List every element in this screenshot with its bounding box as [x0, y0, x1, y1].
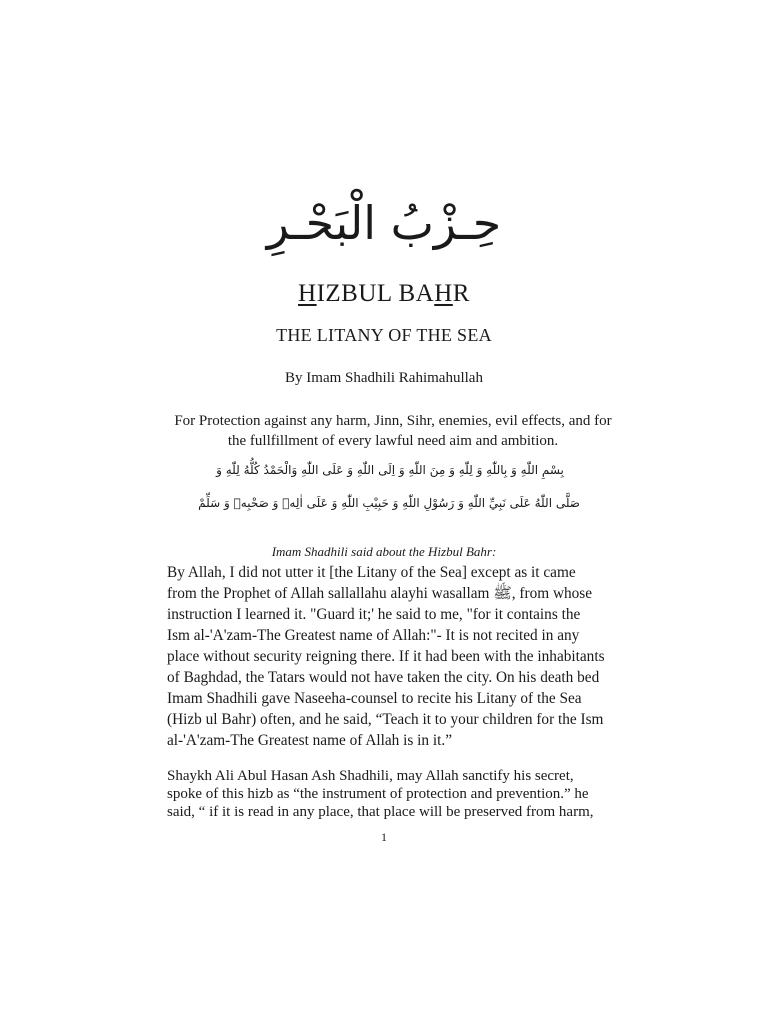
subtitle: THE LITANY OF THE SEA — [276, 325, 492, 345]
paragraph-line: (Hizb ul Bahr) often, and he said, “Teach it to your children for the Ism — [167, 711, 604, 728]
purpose-text — [168, 411, 618, 451]
paragraph-line: spoke of this hizb as “the instrument of protection and prevention.” he — [167, 786, 589, 802]
title-segment-4: R — [452, 280, 470, 307]
paragraph-line: By Allah, I did not utter it [the Litany of the Sea] except as it came — [167, 564, 576, 581]
paragraph-line: place without security reigning there. If it had been with the inhabitants — [167, 648, 605, 665]
paragraph-line: Ism al-'A'zam-The Greatest name of Allah:"- It is not recited in any — [167, 627, 580, 644]
paragraph-line: said, “ if it is read in any place, that place will be preserved from harm, — [167, 804, 594, 820]
paragraph-line: Imam Shadhili gave Naseeha-counsel to recite his Litany of the Sea — [167, 690, 582, 707]
arabic-dua-line-1: بِسْمِ اللّٰهِ وَ بِاللّٰهِ وَ لِلّٰهِ وَ مِنَ اللّٰهِ وَ اِلَى اللّٰهِ وَ عَلَى اللّٰهِ وَالْحَمْدُ كُلُّهُ لِلّٰهِ وَ — [216, 463, 564, 477]
paragraph-1 — [167, 562, 617, 751]
title-segment-2: IZBUL BA — [316, 280, 435, 307]
arabic-title: حِـزْبُ الْبَحْـرِ — [266, 196, 502, 250]
paragraph-line: from the Prophet of Allah sallallahu alayhi wasallam ﷺ, from whose — [167, 585, 593, 602]
quote-heading: Imam Shadhili said about the Hizbul Bahr: — [271, 544, 497, 559]
author-line: By Imam Shadhili Rahimahullah — [285, 370, 483, 386]
paragraph-line: instruction I learned it. "Guard it;' he said to me, "for it contains the — [167, 606, 581, 623]
paragraph-line: Shaykh Ali Abul Hasan Ash Shadhili, may Allah sanctify his secret, — [167, 768, 574, 784]
purpose-line: the fullfillment of every lawful need aim and ambition. — [227, 433, 559, 449]
paragraph-line: al-'A'zam-The Greatest name of Allah is in it.” — [167, 732, 453, 749]
title-underlined-h-1: H — [298, 280, 317, 307]
paragraph-2 — [167, 767, 617, 821]
paragraph-line: of Baghdad, the Tatars would not have taken the city. On his death bed — [167, 669, 600, 686]
page-number: 1 — [381, 830, 387, 844]
arabic-dua-line-2: صَلَّى اللّٰهُ عَلَى نَبِيِّ اللّٰهِ وَ رَسُوْلِ اللّٰهِ وَ حَبِيْبِ اللّٰهِ وَ عَلَى اٰلِهٖ وَ صَحْبِهٖ وَ سَلِّمْ — [198, 496, 580, 510]
page-title — [0, 280, 768, 308]
purpose-line: For Protection against any harm, Jinn, Sihr, enemies, evil effects, and for — [174, 413, 612, 429]
title-underlined-h-2: H — [434, 280, 453, 307]
